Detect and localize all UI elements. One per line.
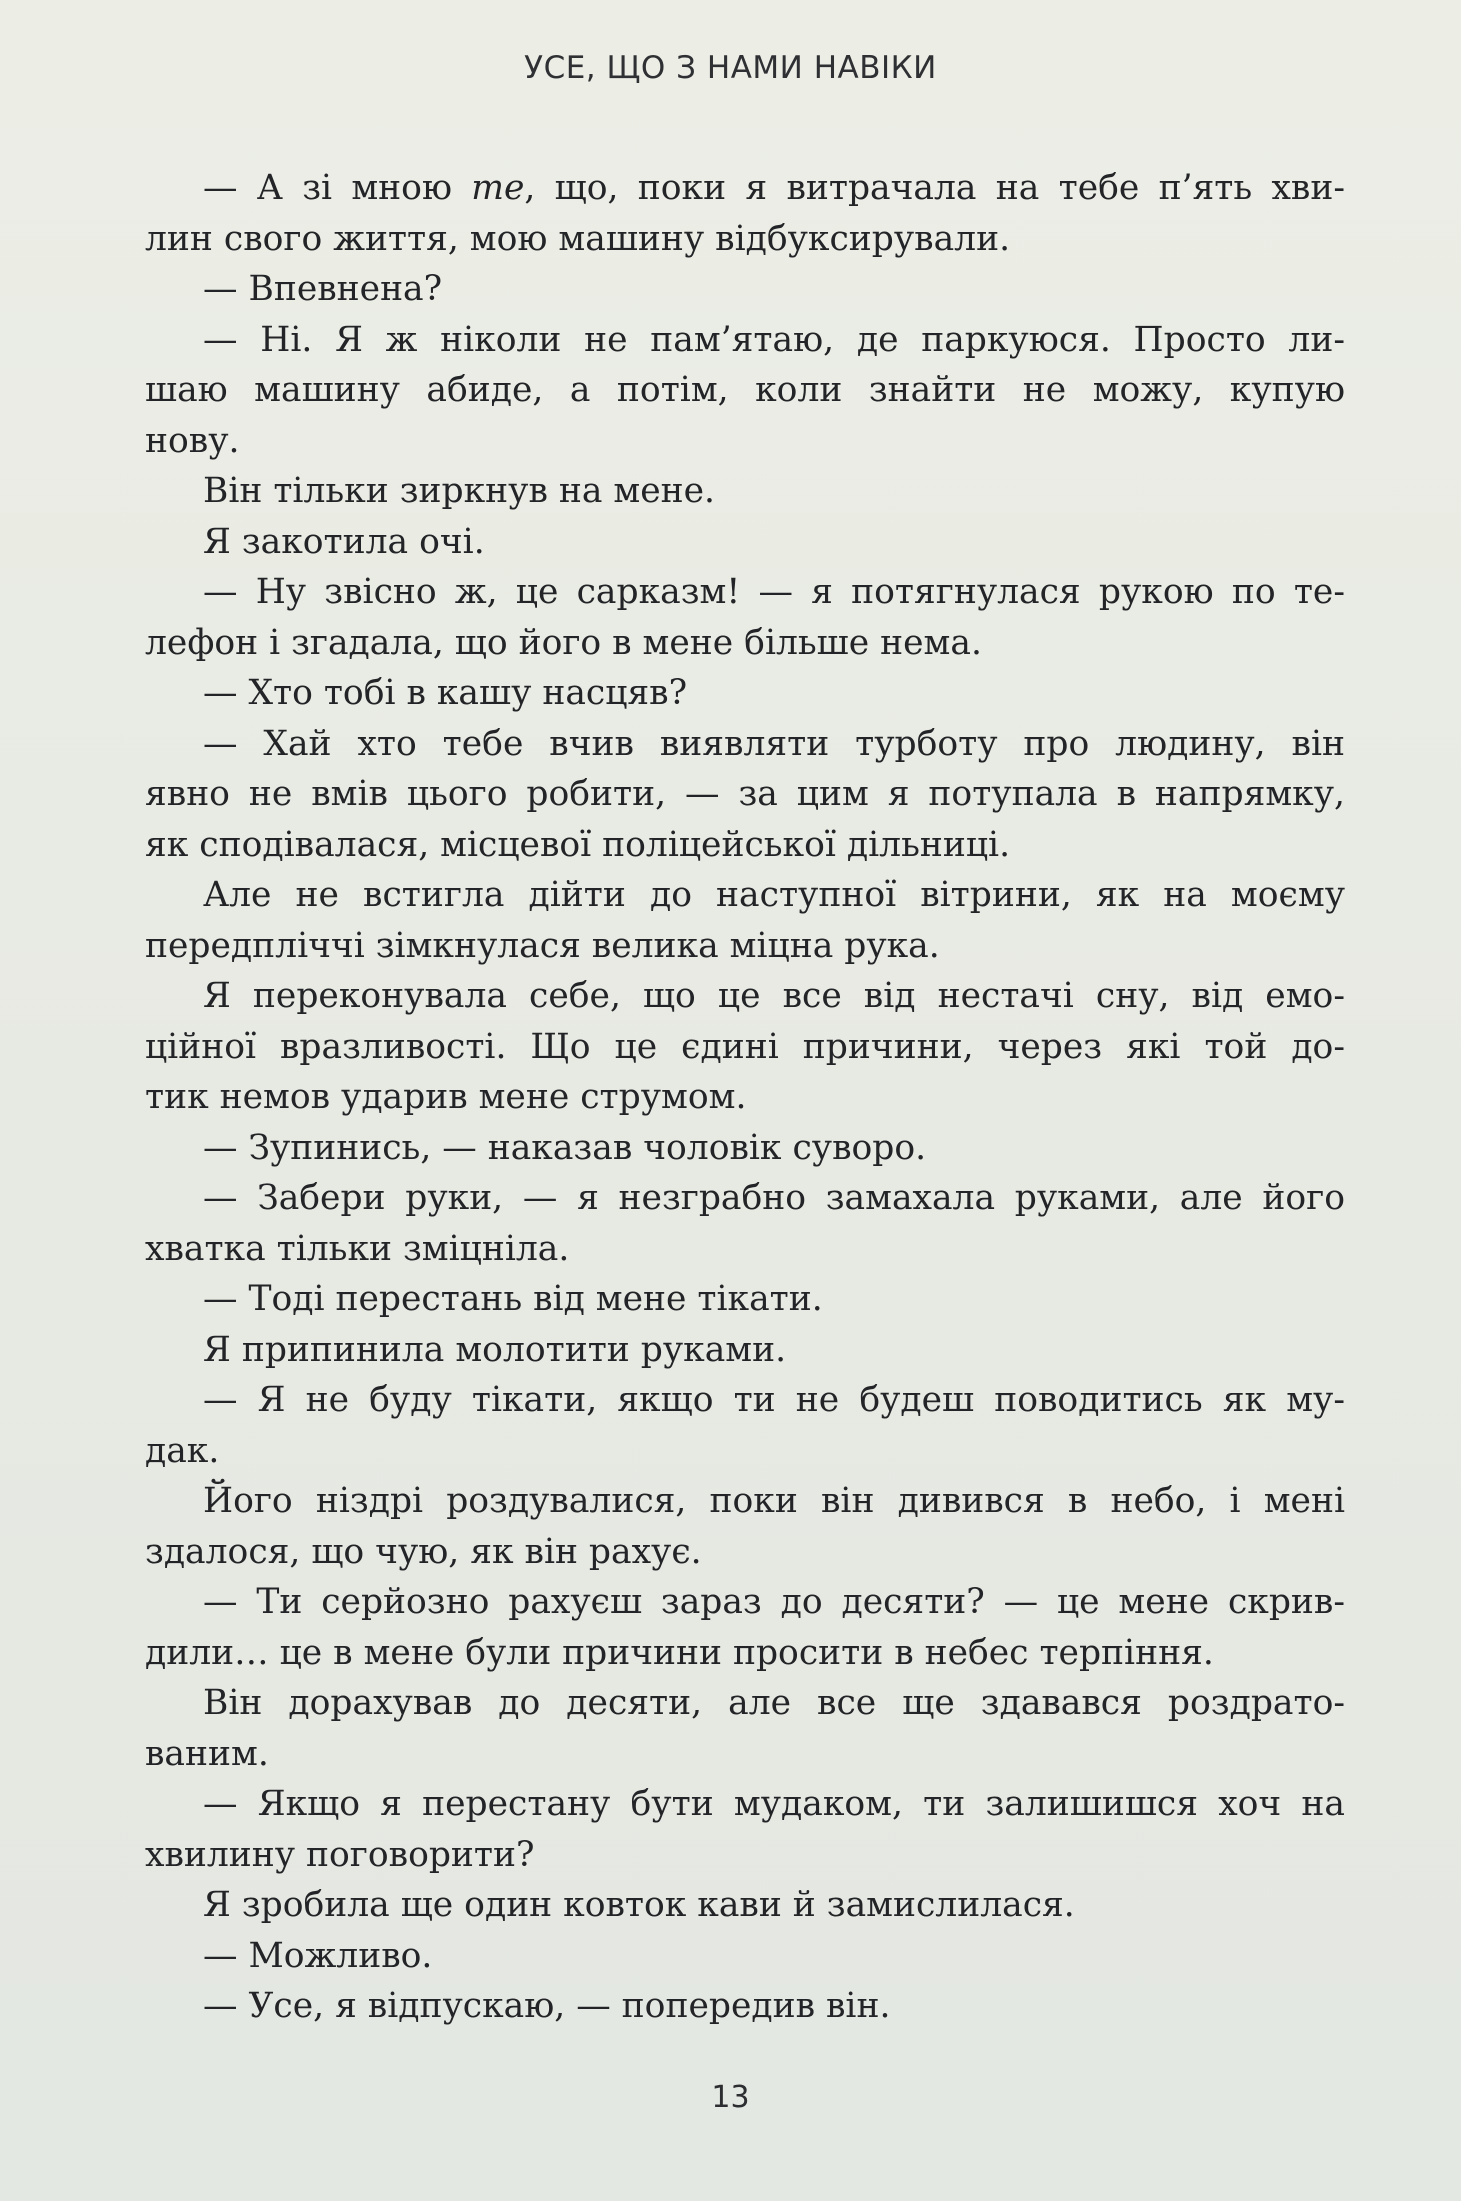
text-line: тик немов ударив мене струмом. (145, 1077, 747, 1117)
text-line: — Якщо я перестану бути мудаком, ти залишишся хоч на (203, 1784, 1345, 1824)
text-line: хвилину поговорити? (145, 1834, 535, 1875)
text-line: — Ти серйозно рахуєш зараз до десяти? — це мене скрив- (203, 1582, 1345, 1622)
text-line: дили… це в мене були причини просити в небес терпіння. (145, 1632, 1214, 1673)
text-line: нову. (145, 420, 240, 461)
text-line: — Тоді перестань від мене тікати. (203, 1279, 823, 1319)
text-line: здалося, що чую, як він рахує. (145, 1531, 702, 1572)
text-line: — Усе, я відпускаю, — попередив він. (203, 1986, 891, 2026)
text-line: Але не встигла дійти до наступної вітрини, як на моєму (203, 875, 1345, 915)
text-line: — Хто тобі в кашу насцяв? (203, 673, 688, 713)
text-line: — Зупинись, — наказав чоловік суворо. (203, 1127, 927, 1168)
text-line: Я закотила очі. (203, 521, 485, 562)
text-line: лефон і згадала, що його в мене більше нема. (145, 622, 982, 663)
text-line: — Ну звісно ж, це сарказм! — я потягнулася рукою по те- (203, 572, 1345, 612)
text-line: — Ні. Я ж ніколи не пам’ятаю, де паркуюся. Просто ли- (203, 319, 1345, 360)
text-line: Він тільки зиркнув на мене. (203, 471, 715, 511)
text-line: шаю машину абиде, а потім, коли знайти не можу, купую (145, 370, 1345, 410)
text-line: — Хай хто тебе вчив виявляти турботу про людину, він (203, 723, 1345, 764)
text-line: як сподівалася, місцевої поліцейської дільниці. (145, 824, 1011, 865)
text-line: Я зробила ще один ковток кави й замислилася. (203, 1885, 1075, 1925)
text-line: явно не вмів цього робити, — за цим я потупала в напрямку, (145, 774, 1345, 814)
text-line: Я припинила молотити руками. (203, 1329, 787, 1370)
text-line: — Впевнена? (203, 269, 443, 309)
text-line: Його ніздрі роздувалися, поки він дивився в небо, і мені (203, 1481, 1345, 1521)
text-line: ваним. (145, 1733, 269, 1774)
text-line: лин свого життя, мою машину відбуксирували. (145, 218, 1011, 259)
text-line: — Можливо. (203, 1935, 433, 1976)
text-line: ційної вразливості. Що це єдині причини, через які той до- (145, 1026, 1345, 1067)
text-line: Він дорахував до десяти, але все ще здавався роздрато- (203, 1683, 1345, 1723)
text-line: передпліччі зімкнулася велика міцна рука. (145, 925, 940, 966)
text-line: Я переконувала себе, що це все від нестачі сну, від емо- (203, 976, 1345, 1016)
text-line: дак. (145, 1430, 220, 1471)
text-line: хватка тільки зміцніла. (145, 1228, 570, 1269)
body-text (145, 163, 1345, 2032)
text-line: — А зі мною те, що, поки я витрачала на тебе п’ять хви- (203, 168, 1345, 208)
page-number: 13 (711, 2080, 750, 2115)
running-header: УСЕ, ЩО З НАМИ НАВІКИ (524, 50, 937, 86)
text-line: — Забери руки, — я незграбно замахала руками, але його (203, 1178, 1345, 1218)
text-line: — Я не буду тікати, якщо ти не будеш поводитись як му- (203, 1380, 1345, 1420)
